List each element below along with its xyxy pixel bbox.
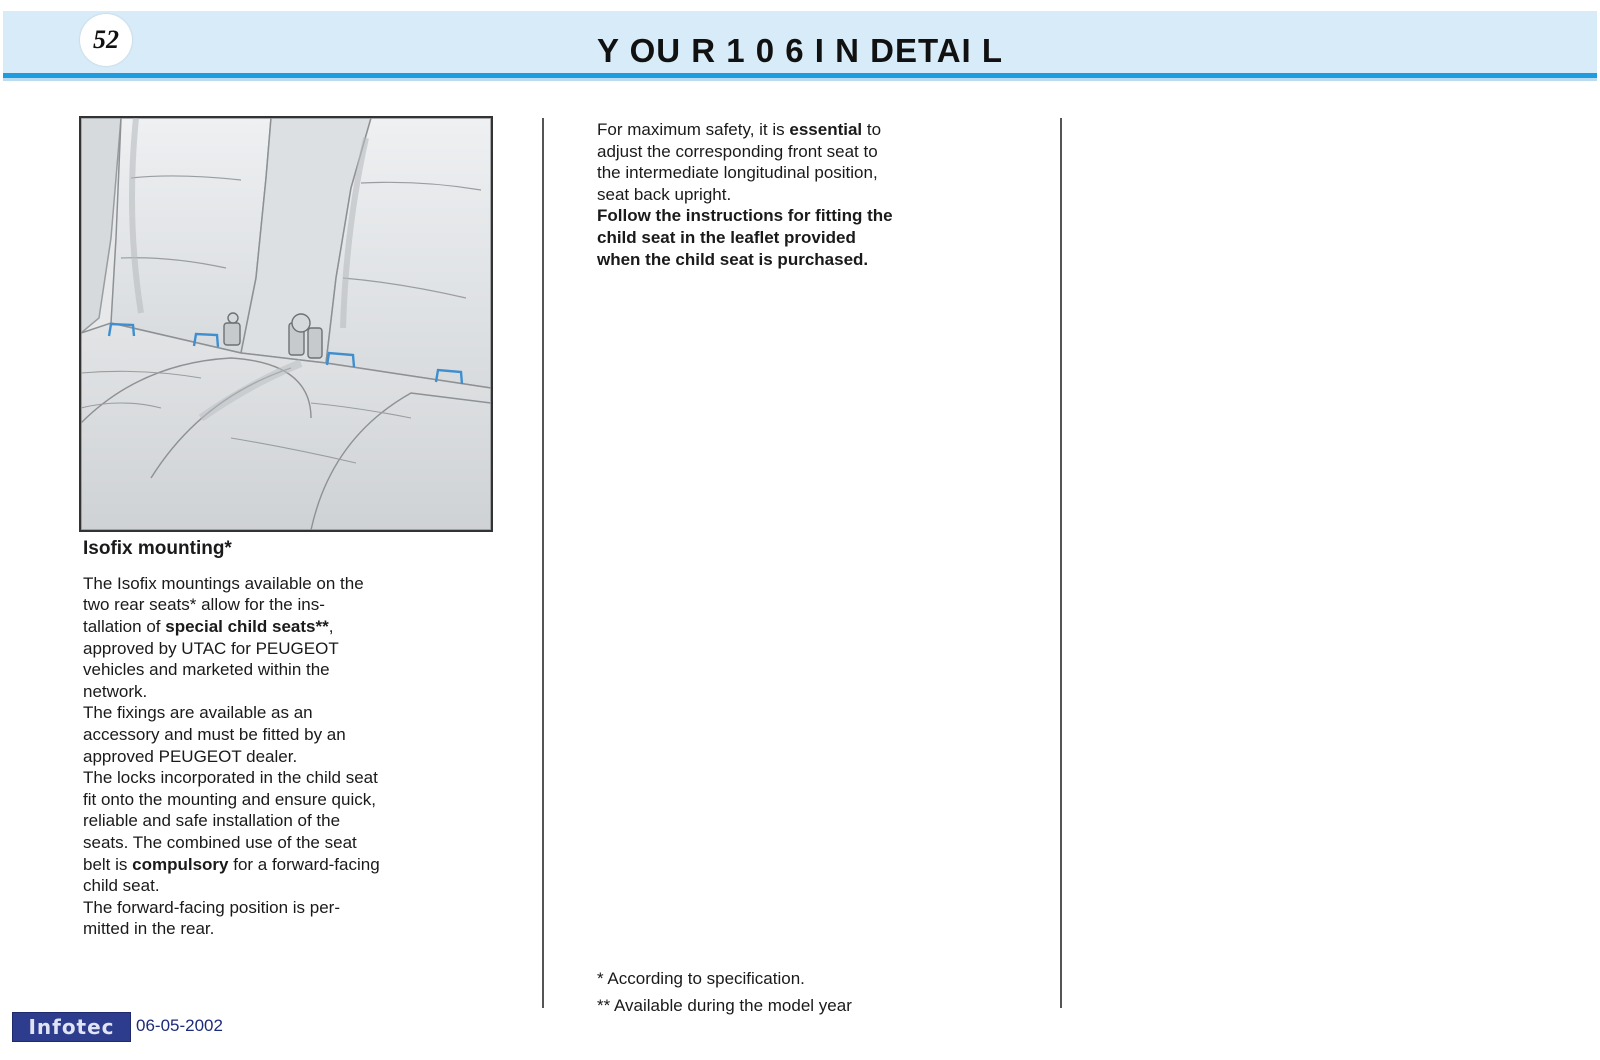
footnotes xyxy=(597,968,997,1022)
column-divider-right xyxy=(1060,118,1062,1008)
bold-text: essential xyxy=(789,120,863,139)
page-title: Y OU R 1 0 6 I N DETAI L xyxy=(596,32,1004,69)
isofix-paragraph-1 xyxy=(83,573,383,703)
safety-paragraph-2: Follow the instructions for fitting the child seat in the leaflet provided when the child seat is purchased. xyxy=(597,206,893,269)
bold-text: special child seats** xyxy=(165,616,329,636)
safety-section xyxy=(597,119,897,270)
section-heading: Isofix mounting* xyxy=(83,538,232,559)
isofix-section xyxy=(83,538,383,940)
text-span: , approved by UTAC for PEUGEOT vehicles and marketed within the network. xyxy=(83,616,339,701)
infotec-logo xyxy=(12,1012,131,1042)
text-span: The locks incorporated in the child seat fit onto the mounting and ensure quick, reliable and safe installation of the seats. The combined use of the seat belt is xyxy=(83,768,378,874)
isofix-rear-seat-illustration xyxy=(81,118,491,530)
footnote: * According to specification. xyxy=(597,969,805,988)
isofix-seat-figure xyxy=(79,116,493,532)
text-span: to adjust the corresponding front seat to the intermediate longitudinal position, seat back upright. xyxy=(597,120,882,204)
page-number: 52 xyxy=(93,25,119,54)
logo-text: Infotec xyxy=(28,1015,115,1039)
print-date: 06-05-2002 xyxy=(136,1016,223,1035)
isofix-paragraph-4: The forward-facing position is per-mitted in the rear. xyxy=(83,897,341,939)
text-span: for a forward-facing child seat. xyxy=(83,854,380,896)
text-span: For maximum safety, it is xyxy=(597,120,790,139)
bold-text: compulsory xyxy=(132,854,229,874)
footnote: ** Available during the model year xyxy=(597,996,852,1015)
isofix-paragraph-2: The fixings are available as an accessory and must be fitted by an approved PEUGEOT dealer. xyxy=(83,703,346,766)
text-span: The Isofix mountings available on the two rear seats* allow for the ins-tallation of xyxy=(83,573,364,636)
safety-paragraph-1 xyxy=(597,119,897,205)
isofix-paragraph-3 xyxy=(83,767,383,897)
column-divider-left xyxy=(542,118,544,1008)
header-rule-shadow xyxy=(3,78,1597,81)
